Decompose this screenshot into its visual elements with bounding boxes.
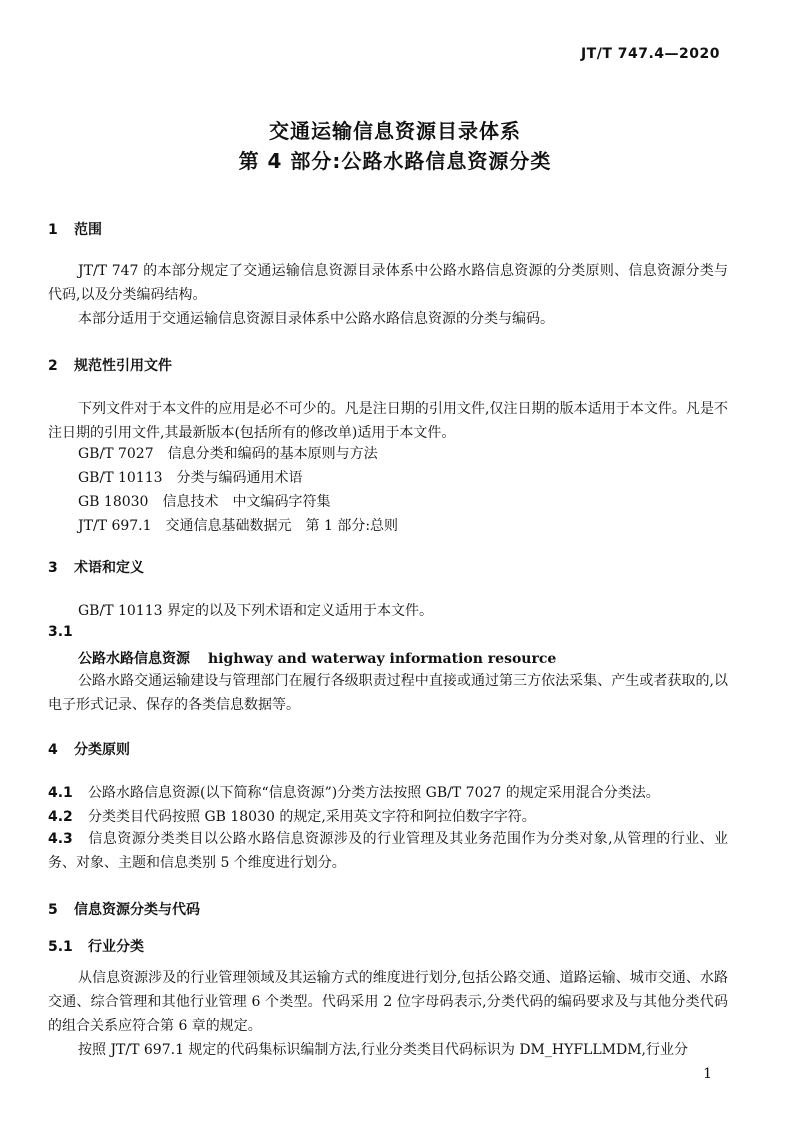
section-4-heading (48, 739, 130, 759)
section-5-heading (48, 899, 200, 919)
term-number: 3.1 (48, 624, 73, 640)
section-1-paragraph-2: 本部分适用于交通运输信息资源目录体系中公路水路信息资源的分类与编码。 (78, 311, 554, 327)
clause-4-2 (48, 806, 536, 826)
section-title: 术语和定义 (74, 560, 144, 576)
section-title: 分类原则 (74, 742, 130, 758)
clause-number: 4.2 (48, 809, 73, 825)
section-title: 规范性引用文件 (74, 358, 172, 374)
section-title: 范围 (74, 222, 102, 238)
section-number: 2 (48, 358, 58, 374)
clause-4-3 (48, 827, 728, 875)
reference-item: JT/T 697.1 交通信息基础数据元 第 1 部分:总则 (78, 518, 399, 534)
term-definition: 公路水路交通运输建设与管理部门在履行各级职责过程中直接或通过第三方依法采集、产生或者获取的,以电子形式记录、保存的各类信息数据等。 (48, 673, 728, 713)
section-2-heading (48, 355, 172, 375)
section-title: 信息资源分类与代码 (74, 902, 200, 918)
title-line-1: 交通运输信息资源目录体系 (269, 119, 521, 143)
clause-4-1 (48, 782, 660, 802)
section-number: 3 (48, 560, 58, 576)
clause-text: 信息资源分类类目以公路水路信息资源涉及的行业管理及其业务范围作为分类对象,从管理的行业、业务、对象、主题和信息类别 5 个维度进行划分。 (48, 831, 728, 871)
title-line-2: 第 4 部分:公路水路信息资源分类 (238, 149, 552, 173)
section-2-paragraph-1: 下列文件对于本文件的应用是必不可少的。凡是注日期的引用文件,仅注日期的版本适用于本文件。凡是不注日期的引用文件,其最新版本(包括所有的修改单)适用于本文件。 (48, 401, 728, 441)
reference-item: GB/T 7027 信息分类和编码的基本原则与方法 (78, 446, 378, 462)
section-1-paragraph-1: JT/T 747 的本部分规定了交通运输信息资源目录体系中公路水路信息资源的分类原则、信息资源分类与代码,以及分类编码结构。 (48, 263, 728, 303)
reference-item: GB 18030 信息技术 中文编码字符集 (78, 494, 331, 510)
section-number: 1 (48, 222, 58, 238)
section-5-1-paragraph-2: 按照 JT/T 697.1 规定的代码集标识编制方法,行业分类类目代码标识为 DM_HYFLLMDM,行业分 (78, 1042, 688, 1058)
section-number: 5 (48, 902, 58, 918)
clause-text: 公路水路信息资源(以下简称“信息资源”)分类方法按照 GB/T 7027 的规定采用混合分类法。 (88, 785, 660, 801)
subsection-title: 行业分类 (88, 939, 144, 955)
term-chinese: 公路水路信息资源 (78, 651, 190, 667)
document-title (0, 116, 790, 176)
reference-item: GB/T 10113 分类与编码通用术语 (78, 470, 303, 486)
section-1-heading (48, 219, 102, 239)
subsection-5-1-heading (48, 936, 144, 956)
standard-code: JT/T 747.4—2020 (580, 46, 720, 62)
clause-number: 4.1 (48, 785, 73, 801)
clause-number: 4.3 (48, 831, 73, 847)
page-number: 1 (703, 1066, 712, 1082)
section-3-paragraph-1: GB/T 10113 界定的以及下列术语和定义适用于本文件。 (78, 603, 433, 619)
section-number: 4 (48, 742, 58, 758)
section-5-1-paragraph-1: 从信息资源涉及的行业管理领域及其运输方式的维度进行划分,包括公路交通、道路运输、城市交通、水路交通、综合管理和其他行业管理 6 个类型。代码采用 2 位字母码表示,分类代码的编码要求及与其他分类代码的组合关系应符合第 6 章的规定。 (48, 970, 728, 1034)
section-3-heading (48, 557, 144, 577)
term-entry (78, 648, 556, 668)
clause-text: 分类类目代码按照 GB 18030 的规定,采用英文字符和阿拉伯数字字符。 (88, 809, 536, 825)
subsection-number: 5.1 (48, 939, 73, 955)
term-english: highway and waterway information resource (208, 651, 557, 667)
